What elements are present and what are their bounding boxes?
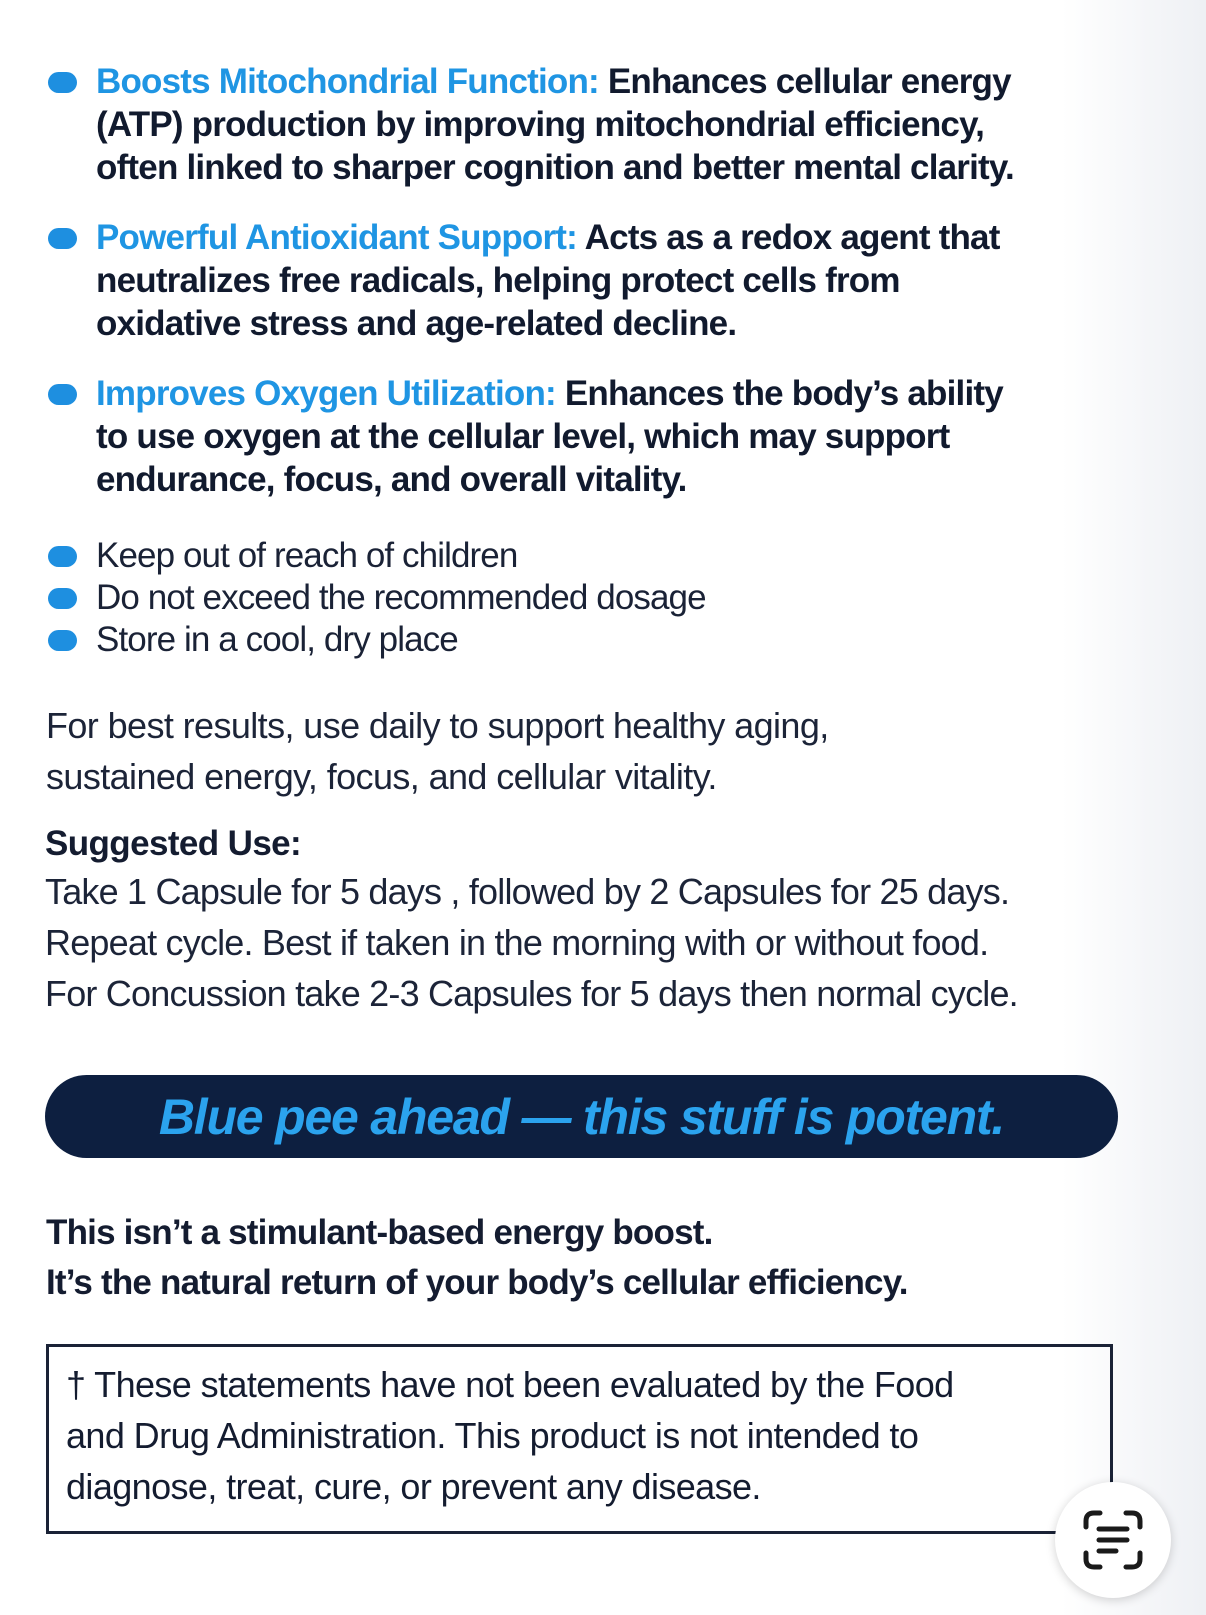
live-text-button[interactable] [1055, 1482, 1171, 1598]
bullet-icon [48, 546, 77, 567]
suggested-use-line: Take 1 Capsule for 5 days , followed by 2 Capsules for 25 days. [45, 871, 1010, 912]
feature-text: Enhances cellular energy [607, 62, 1011, 101]
feature-antioxidant [48, 216, 1128, 345]
efficiency-note [46, 1208, 1146, 1308]
warning-text: Store in a cool, dry place [96, 620, 458, 659]
warning-item [48, 577, 1048, 619]
results-line: sustained energy, focus, and cellular vitality. [46, 756, 717, 797]
feature-text: endurance, focus, and overall vitality. [96, 460, 687, 499]
suggested-use-line: Repeat cycle. Best if taken in the morning with or without food. [45, 922, 989, 963]
bullet-icon [48, 72, 77, 93]
warning-list [48, 535, 1048, 661]
feature-mitochondrial [48, 60, 1128, 189]
bullet-icon [48, 630, 77, 651]
feature-title: Powerful Antioxidant Support: [96, 218, 578, 257]
potency-banner [45, 1075, 1118, 1158]
feature-text: Acts as a redox agent that [584, 218, 1000, 257]
results-paragraph [46, 700, 1146, 802]
feature-text: to use oxygen at the cellular level, which may support [96, 417, 950, 456]
feature-text: often linked to sharper cognition and better mental clarity. [96, 148, 1014, 187]
feature-text: (ATP) production by improving mitochondrial efficiency, [96, 105, 985, 144]
results-line: For best results, use daily to support healthy aging, [46, 705, 829, 746]
feature-list [48, 60, 1128, 528]
warning-text: Do not exceed the recommended dosage [96, 578, 706, 617]
disclaimer-line: and Drug Administration. This product is not intended to [66, 1415, 919, 1456]
warning-text: Keep out of reach of children [96, 536, 518, 575]
fda-disclaimer-box [46, 1344, 1113, 1534]
suggested-use-title: Suggested Use: [45, 824, 302, 863]
feature-title: Improves Oxygen Utilization: [96, 374, 556, 413]
banner-text: Blue pee ahead — this stuff is potent. [158, 1088, 1005, 1145]
note-line: This isn’t a stimulant-based energy boost. [46, 1213, 713, 1252]
bullet-icon [48, 384, 77, 405]
feature-text: neutralizes free radicals, helping protect cells from [96, 261, 900, 300]
bullet-icon [48, 588, 77, 609]
feature-title: Boosts Mitochondrial Function: [96, 62, 599, 101]
suggested-use [45, 822, 1165, 1019]
warning-item [48, 619, 1048, 661]
feature-text: oxidative stress and age-related decline. [96, 304, 737, 343]
disclaimer-line: diagnose, treat, cure, or prevent any disease. [66, 1466, 761, 1507]
note-line: It’s the natural return of your body’s cellular efficiency. [46, 1263, 908, 1302]
feature-oxygen [48, 372, 1128, 501]
live-text-scan-icon [1080, 1507, 1146, 1573]
bullet-icon [48, 228, 77, 249]
disclaimer-line: † These statements have not been evaluated by the Food [66, 1364, 954, 1405]
warning-item [48, 535, 1048, 577]
feature-text: Enhances the body’s ability [564, 374, 1003, 413]
suggested-use-line: For Concussion take 2-3 Capsules for 5 days then normal cycle. [45, 973, 1018, 1014]
